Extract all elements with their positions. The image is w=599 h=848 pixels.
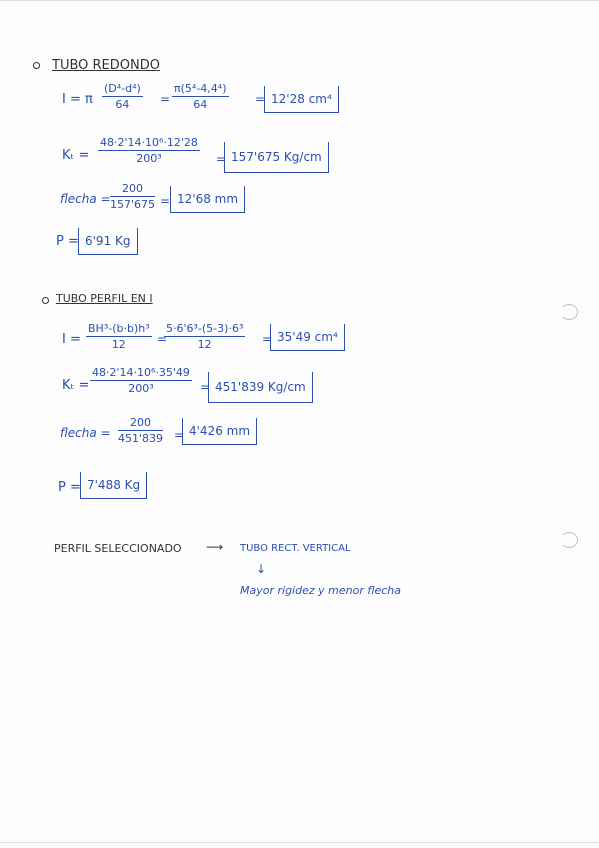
s1-kt-result: 157'675 Kg/cm [224,142,329,173]
s1-p-lhs: P = [56,234,79,249]
s1-flecha-lhs: flecha = [60,192,111,206]
page-top-edge [0,0,599,1]
bullet-section1 [33,62,40,69]
s2-flecha-num: 200 [118,416,163,431]
s2-flecha-result: 4'426 mm [182,418,257,445]
s2-p-result: 7'488 Kg [80,472,147,499]
s1-flecha-den: 157'675 [110,198,156,211]
section1-heading: TUBO REDONDO [52,58,160,73]
s2-kt-result: 451'839 Kg/cm [208,372,313,403]
s1-kt-num: 48·2'14·10⁶·12'28 [100,136,198,149]
s1-inertia-frac1 [102,82,143,111]
binder-hole-2 [560,532,578,548]
s1-inertia-lhs: I = π [62,92,93,107]
s2-kt-frac [90,366,192,395]
conclusion-label: PERFIL SELECCIONADO [54,542,182,555]
s2-inertia-frac2-num: 5·6'6³-(5-3)·6³ [166,322,244,335]
s2-inertia-frac1-num: BH³-(b·b)h³ [88,322,150,335]
s2-kt-den: 200³ [128,382,154,395]
s2-flecha-lhs: flecha = [60,426,111,440]
s1-flecha-frac [110,182,155,211]
s2-kt-num: 48·2'14·10⁶·35'49 [92,366,190,379]
page-bottom-edge [0,842,599,843]
s1-flecha-num: 200 [110,182,155,197]
binder-hole-1 [560,304,578,320]
s1-inertia-eq: = [160,92,171,106]
s1-inertia-frac1-num: (D⁴-d⁴) [104,82,141,95]
s1-inertia-frac2-den: 64 [193,98,208,111]
s2-flecha-frac [118,416,163,445]
s1-inertia-frac2-num: π(5⁴-4,4⁴) [174,82,227,95]
s2-inertia-lhs: I = [62,332,81,347]
s2-inertia-frac1-den: 12 [111,338,126,351]
conclusion-reason: Mayor rigidez y menor flecha [240,584,401,597]
s2-inertia-frac2-den: 12 [197,338,212,351]
s2-inertia-frac2 [164,322,245,351]
s2-inertia-frac1 [86,322,152,351]
s1-kt-lhs: Kₜ = [62,148,90,163]
s1-inertia-frac2 [172,82,229,111]
s1-kt-den: 200³ [136,152,162,165]
arrow-down-icon: ↓ [256,562,267,576]
bullet-section2 [42,297,49,304]
arrow-right-icon: ⟶ [206,540,224,554]
s2-inertia-result: 35'49 cm⁴ [270,324,345,351]
s1-inertia-frac1-den: 64 [115,98,130,111]
s2-kt-lhs: Kₜ = [62,378,90,393]
s1-flecha-result: 12'68 mm [170,186,245,213]
section2-heading: TUBO PERFIL EN I [56,292,153,305]
s1-kt-frac [98,136,200,165]
s1-inertia-result: 12'28 cm⁴ [264,86,339,113]
s2-flecha-den: 451'839 [118,432,164,445]
s2-p-lhs: P = [58,480,81,495]
s1-p-result: 6'91 Kg [78,228,138,255]
conclusion-selected: TUBO RECT. VERTICAL [240,543,351,554]
